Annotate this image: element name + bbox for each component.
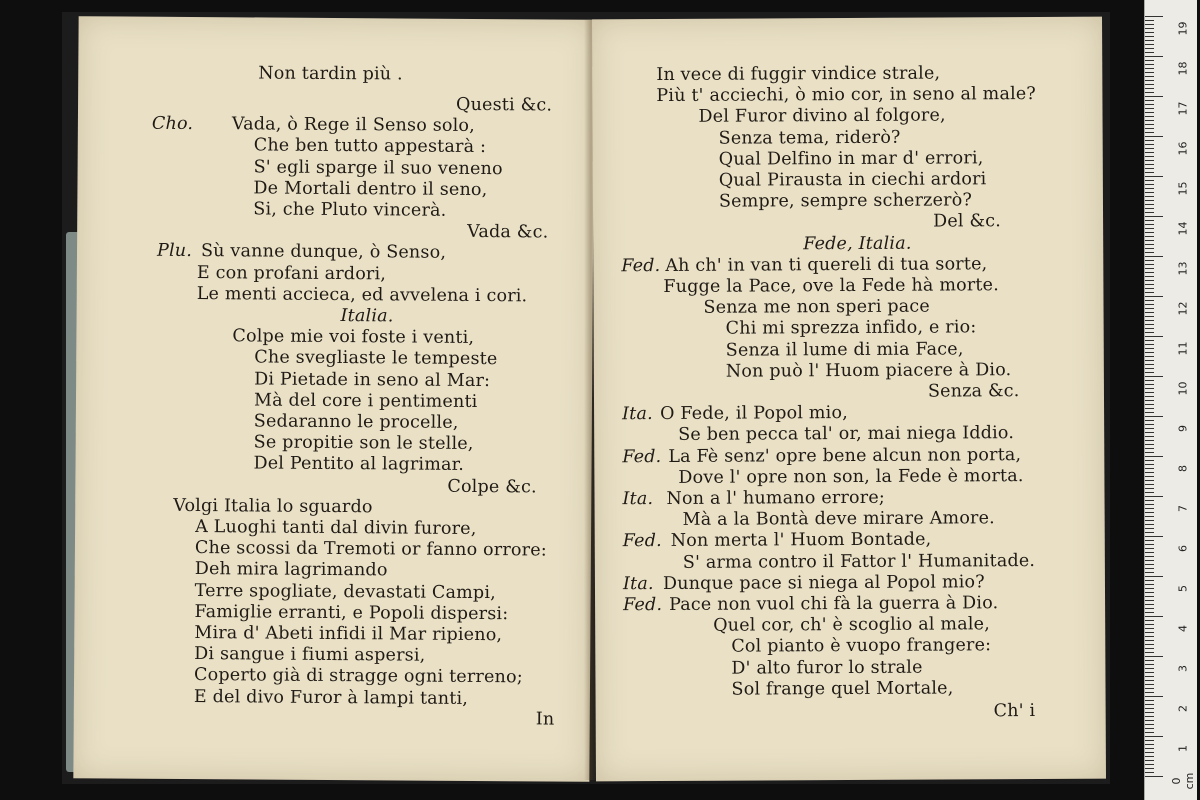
text-line: In vece di fuggir vindice strale, [656, 63, 941, 86]
text-line: Coperto già di stragge ogni terreno; [193, 665, 523, 688]
ruler-tick [1145, 660, 1154, 661]
text-line: Fugge la Pace, ove la Fede hà morte. [663, 275, 1000, 297]
ruler-number: 10 [1176, 381, 1190, 396]
ruler-tick [1145, 112, 1154, 113]
text-line: Terre spogliate, devastati Campi, [194, 581, 496, 604]
text-line: Mà del core i pentimenti [253, 390, 478, 413]
ruler-tick [1145, 208, 1154, 209]
ruler-tick [1145, 328, 1154, 329]
speaker-label: Fed. [622, 446, 662, 468]
ruler-tick [1145, 436, 1154, 437]
ruler-tick [1145, 236, 1154, 237]
ruler-tick [1145, 288, 1154, 289]
ruler-tick [1145, 400, 1154, 401]
ruler-tick [1145, 468, 1154, 469]
ruler-number: 4 [1176, 625, 1190, 632]
text-line: Sedaranno le procelle, [253, 411, 459, 433]
ruler-tick [1145, 668, 1154, 669]
ruler-tick [1145, 60, 1154, 61]
text-line: Colpe mie voi foste i venti, [232, 326, 475, 348]
ruler-tick [1145, 532, 1154, 533]
ruler-tick [1145, 524, 1154, 525]
ruler-tick [1145, 724, 1154, 725]
text-line: E del divo Furor à lampi tanti, [193, 687, 469, 709]
speaker-label: Ita. [622, 489, 654, 510]
ruler-tick [1145, 776, 1163, 777]
text-line: S' egli sparge il suo veneno [253, 157, 503, 180]
ruler-tick [1145, 248, 1154, 249]
ruler-tick [1145, 80, 1154, 81]
ruler-tick [1145, 272, 1154, 273]
text-line: Volgi Italia lo sguardo [173, 495, 373, 518]
ruler-tick [1145, 608, 1154, 609]
ruler-tick [1145, 536, 1163, 537]
text-line: Sol frange quel Mortale, [731, 678, 954, 700]
ruler-tick [1145, 340, 1154, 341]
ruler-tick [1145, 712, 1154, 713]
ruler-tick [1145, 632, 1154, 633]
ruler-tick [1145, 336, 1163, 337]
text-line: S' arma contro il Fattor l' Humanitade. [682, 551, 1036, 573]
ruler-tick [1145, 292, 1154, 293]
ruler-tick [1145, 416, 1163, 417]
ruler-tick [1145, 296, 1163, 297]
ruler-tick [1145, 64, 1154, 65]
ruler-tick [1145, 768, 1154, 769]
ruler-tick [1145, 620, 1154, 621]
speaker-label: Ita. [622, 574, 654, 595]
speaker-label: Fed. [623, 594, 663, 616]
ruler-tick [1145, 56, 1163, 57]
text-line: Se propitie son le stelle, [253, 432, 474, 454]
ruler-tick [1145, 576, 1163, 577]
ruler-tick [1145, 164, 1154, 165]
ruler-tick [1145, 116, 1154, 117]
left-page [73, 16, 594, 782]
ruler-tick [1145, 516, 1154, 517]
ruler-tick [1145, 392, 1154, 393]
ruler-tick [1145, 128, 1154, 129]
ruler-tick [1145, 612, 1154, 613]
ruler-tick [1145, 48, 1154, 49]
ruler-tick [1145, 212, 1154, 213]
text-line: Chi mi sprezza infido, e rio: [725, 317, 977, 339]
ruler-tick [1145, 28, 1154, 29]
ruler-tick [1145, 308, 1154, 309]
ruler-number: 9 [1176, 425, 1190, 432]
character-heading: Italia. [340, 306, 394, 327]
ruler-tick [1145, 352, 1154, 353]
ruler-tick [1145, 688, 1154, 689]
ruler-tick [1145, 156, 1154, 157]
ruler-tick [1145, 300, 1154, 301]
ruler-tick [1145, 464, 1154, 465]
ruler-tick [1145, 76, 1154, 77]
ruler-tick [1145, 72, 1154, 73]
ruler-tick [1145, 344, 1154, 345]
speaker-label: Cho. [151, 113, 194, 135]
ruler-tick [1145, 380, 1154, 381]
ruler-tick [1145, 424, 1154, 425]
ruler-tick [1145, 640, 1154, 641]
ruler-tick [1145, 24, 1154, 25]
ruler-tick [1145, 564, 1154, 565]
speaker-label: Fed. [622, 530, 662, 552]
ruler-tick [1145, 316, 1154, 317]
ruler-tick [1145, 376, 1163, 377]
ruler-tick [1145, 224, 1154, 225]
catchword: Ch' i [993, 701, 1036, 722]
text-line: Mà a la Bontà deve mirare Amore. [682, 508, 995, 530]
ruler-tick [1145, 756, 1154, 757]
ruler-number: 18 [1176, 61, 1190, 76]
ruler-tick [1145, 232, 1154, 233]
text-line: D' alto furor lo strale [731, 657, 923, 679]
ruler-number: 5 [1176, 585, 1190, 592]
ruler-tick [1145, 280, 1154, 281]
ruler-tick [1145, 44, 1154, 45]
ruler-tick [1145, 560, 1154, 561]
ruler-number: 17 [1176, 101, 1190, 116]
ruler-tick [1145, 744, 1154, 745]
ruler-tick [1145, 304, 1154, 305]
ruler-tick [1145, 168, 1154, 169]
ruler-tick [1145, 408, 1154, 409]
ruler-tick [1145, 500, 1154, 501]
ruler-tick [1145, 68, 1154, 69]
ruler-tick [1145, 684, 1154, 685]
ruler-tick [1145, 760, 1154, 761]
ruler-tick [1145, 448, 1154, 449]
ruler-tick [1145, 676, 1154, 677]
ruler-tick [1145, 96, 1163, 97]
text-line: Non merta l' Huom Bontade, [670, 529, 932, 551]
ruler-tick [1145, 388, 1154, 389]
ruler-tick [1145, 36, 1154, 37]
text-line: Qual Delfino in mar d' errori, [718, 148, 984, 170]
ruler-unit-label: 0 cm [1170, 772, 1196, 790]
ruler-tick [1145, 132, 1154, 133]
ruler-tick [1145, 32, 1154, 33]
ruler-tick [1145, 320, 1154, 321]
text-line: Che ben tutto appestarà : [253, 135, 487, 158]
ruler-tick [1145, 40, 1154, 41]
ruler-tick [1145, 372, 1154, 373]
ruler-tick [1145, 84, 1154, 85]
ruler-tick [1145, 180, 1154, 181]
ruler-tick [1145, 92, 1154, 93]
ruler-tick [1145, 740, 1154, 741]
ruler-tick [1145, 544, 1154, 545]
ruler-tick [1145, 528, 1154, 529]
ruler-tick [1145, 412, 1154, 413]
ruler-tick [1145, 496, 1163, 497]
ruler-tick [1145, 520, 1154, 521]
ruler-number: 1 [1176, 745, 1190, 752]
ruler-tick [1145, 152, 1154, 153]
speaker-label: Fed. [621, 255, 661, 277]
ruler-tick [1145, 680, 1154, 681]
ruler-tick [1145, 548, 1154, 549]
ruler-tick [1145, 176, 1163, 177]
text-line: Mira d' Abeti infidi il Mar ripieno, [194, 623, 503, 646]
text-line: Deh mira lagrimando [194, 559, 388, 581]
ruler-tick [1145, 556, 1154, 557]
ruler-tick [1145, 184, 1154, 185]
ruler-tick [1145, 124, 1154, 125]
ruler-tick [1145, 136, 1163, 137]
ruler-number: 16 [1176, 141, 1190, 156]
ruler-tick [1145, 192, 1154, 193]
ruler-tick [1145, 596, 1154, 597]
ruler-tick [1145, 332, 1154, 333]
ruler-tick [1145, 252, 1154, 253]
speaker-label: Plu. [156, 240, 193, 262]
ruler-tick [1145, 656, 1163, 657]
text-line: Dunque pace si niega al Popol mio? [662, 572, 985, 594]
ruler-tick [1145, 552, 1154, 553]
ruler-tick [1145, 440, 1154, 441]
text-line: De Mortali dentro il seno, [253, 178, 488, 201]
text-line: Del &c. [933, 211, 1002, 232]
text-line: Di Pietade in seno al Mar: [254, 369, 491, 392]
ruler-tick [1145, 360, 1154, 361]
ruler-number: 13 [1176, 261, 1190, 276]
ruler-tick [1145, 692, 1154, 693]
right-page [592, 17, 1106, 782]
ruler-tick [1145, 364, 1154, 365]
text-line: Che svegliaste le tempeste [254, 347, 498, 370]
text-line: Quel cor, ch' è scoglio al male, [713, 614, 990, 636]
ruler-tick [1145, 508, 1154, 509]
ruler-tick [1145, 604, 1154, 605]
ruler-tick [1145, 504, 1154, 505]
text-line: Non a l' humano errore; [666, 487, 886, 509]
ruler-tick [1145, 312, 1154, 313]
ruler-tick [1145, 88, 1154, 89]
ruler-tick [1145, 384, 1154, 385]
ruler-tick [1145, 160, 1154, 161]
ruler-number: 3 [1176, 665, 1190, 672]
text-line: Non può l' Huom piacere à Dio. [725, 360, 1012, 382]
text-line: Più t' acciechi, ò mio cor, in seno al male? [656, 84, 1037, 107]
ruler-tick [1145, 324, 1154, 325]
ruler-tick [1145, 148, 1154, 149]
ruler-number: 6 [1176, 545, 1190, 552]
ruler-tick [1145, 488, 1154, 489]
text-line: E con profani ardori, [196, 263, 387, 285]
ruler-tick [1145, 432, 1154, 433]
ruler-tick [1145, 268, 1154, 269]
ruler-tick [1145, 492, 1154, 493]
speaker-label: Ita. [622, 404, 653, 425]
text-line: Se ben pecca tal' or, mai niega Iddio. [678, 423, 1015, 445]
ruler-tick [1145, 356, 1154, 357]
ruler-tick [1145, 140, 1154, 141]
ruler-tick [1145, 652, 1154, 653]
ruler-tick [1145, 588, 1154, 589]
ruler-tick [1145, 572, 1154, 573]
ruler-tick [1145, 644, 1154, 645]
text-line: Senza &c. [927, 381, 1020, 402]
ruler-tick [1145, 748, 1154, 749]
ruler-tick [1145, 172, 1154, 173]
ruler-number: 8 [1176, 465, 1190, 472]
character-heading: Fede, Italia. [803, 233, 912, 255]
ruler-tick [1145, 708, 1154, 709]
ruler-tick [1145, 204, 1154, 205]
ruler-tick [1145, 264, 1154, 265]
ruler-tick [1145, 104, 1154, 105]
ruler-tick [1145, 188, 1154, 189]
text-line: Senza tema, riderò? [718, 127, 901, 149]
ruler-tick [1145, 16, 1163, 17]
ruler-tick [1145, 284, 1154, 285]
ruler-tick [1145, 420, 1154, 421]
text-line: Del Pentito al lagrimar. [253, 453, 465, 475]
text-line: Vada &c. [467, 221, 549, 243]
ruler-number: 7 [1176, 505, 1190, 512]
ruler-tick [1145, 444, 1154, 445]
ruler-number: 14 [1176, 221, 1190, 236]
ruler-number: 2 [1176, 705, 1190, 712]
ruler-tick [1145, 732, 1154, 733]
ruler-tick [1145, 764, 1154, 765]
ruler-tick [1145, 216, 1163, 217]
text-line: Famiglie erranti, e Popoli dispersi: [194, 602, 509, 625]
text-line: Del Furor divino al folgore, [698, 105, 946, 127]
ruler-tick [1145, 696, 1163, 697]
text-line: Sempre, sempre scherzerò? [718, 190, 973, 212]
ruler-tick [1145, 456, 1163, 457]
text-line: Qual Pirausta in ciechi ardori [718, 169, 987, 191]
ruler-tick [1145, 144, 1154, 145]
measuring-ruler [1144, 0, 1197, 800]
ruler-tick [1145, 396, 1154, 397]
ruler-number: 15 [1176, 181, 1190, 196]
text-line: La Fè senz' opre bene alcun non porta, [668, 445, 1022, 467]
ruler-tick [1145, 480, 1154, 481]
ruler-tick [1145, 428, 1154, 429]
ruler-tick [1145, 752, 1154, 753]
ruler-tick [1145, 636, 1154, 637]
text-line: Le menti accieca, ed avvelena i cori. [196, 284, 528, 307]
ruler-tick [1145, 512, 1154, 513]
ruler-tick [1145, 700, 1154, 701]
ruler-tick [1145, 484, 1154, 485]
text-line: Non tardin più . [258, 63, 403, 85]
text-line: Sù vanne dunque, ò Senso, [200, 241, 447, 263]
ruler-tick [1145, 256, 1163, 257]
ruler-tick [1145, 628, 1154, 629]
ruler-tick [1145, 368, 1154, 369]
ruler-number: 19 [1176, 21, 1190, 36]
text-line: A Luoghi tanti dal divin furore, [195, 517, 477, 539]
text-line: Dove l' opre non son, la Fede è morta. [678, 466, 1024, 488]
ruler-tick [1145, 452, 1154, 453]
ruler-tick [1145, 460, 1154, 461]
text-line: Che scossi da Tremoti or fanno orrore: [194, 538, 548, 561]
text-line: O Fede, il Popol mio, [660, 403, 849, 424]
ruler-number: 11 [1176, 341, 1190, 356]
ruler-tick [1145, 476, 1154, 477]
ruler-tick [1145, 736, 1163, 737]
text-line: Vada, ò Rege il Senso solo, [231, 114, 476, 136]
ruler-tick [1145, 260, 1154, 261]
ruler-tick [1145, 244, 1154, 245]
ruler-tick [1145, 624, 1154, 625]
text-line: Colpe &c. [447, 476, 537, 498]
ruler-tick [1145, 276, 1154, 277]
text-line: Senza il lume di mia Face, [725, 339, 964, 361]
ruler-tick [1145, 120, 1154, 121]
text-line: Pace non vuol chi fà la guerra à Dio. [669, 593, 999, 615]
ruler-tick [1145, 228, 1154, 229]
ruler-tick [1145, 20, 1154, 21]
ruler-tick [1145, 716, 1154, 717]
ruler-tick [1145, 52, 1154, 53]
ruler-tick [1145, 240, 1154, 241]
text-line: Di sangue i fiumi aspersi, [194, 644, 426, 666]
ruler-tick [1145, 648, 1154, 649]
ruler-tick [1145, 672, 1154, 673]
ruler-tick [1145, 616, 1163, 617]
ruler-tick [1145, 540, 1154, 541]
catchword: In [535, 709, 555, 730]
text-line: Ah ch' in van ti quereli di tua sorte, [665, 254, 988, 276]
ruler-tick [1145, 580, 1154, 581]
ruler-tick [1145, 664, 1154, 665]
text-line: Questi &c. [455, 94, 553, 116]
ruler-tick [1145, 592, 1154, 593]
ruler-tick [1145, 404, 1154, 405]
ruler-tick [1145, 196, 1154, 197]
ruler-tick [1145, 720, 1154, 721]
ruler-tick [1145, 200, 1154, 201]
ruler-tick [1145, 568, 1154, 569]
ruler-tick [1145, 600, 1154, 601]
text-line: Si, che Pluto vincerà. [253, 199, 447, 221]
ruler-tick [1145, 348, 1154, 349]
ruler-number: 12 [1176, 301, 1190, 316]
ruler-tick [1145, 472, 1154, 473]
ruler-tick [1145, 584, 1154, 585]
ruler-tick [1145, 704, 1154, 705]
ruler-tick [1145, 108, 1154, 109]
ruler-tick [1145, 100, 1154, 101]
ruler-tick [1145, 728, 1154, 729]
ruler-tick [1145, 772, 1154, 773]
text-line: Senza me non speri pace [703, 296, 931, 318]
ruler-tick [1145, 220, 1154, 221]
text-line: Col pianto è vuopo frangere: [731, 635, 992, 657]
